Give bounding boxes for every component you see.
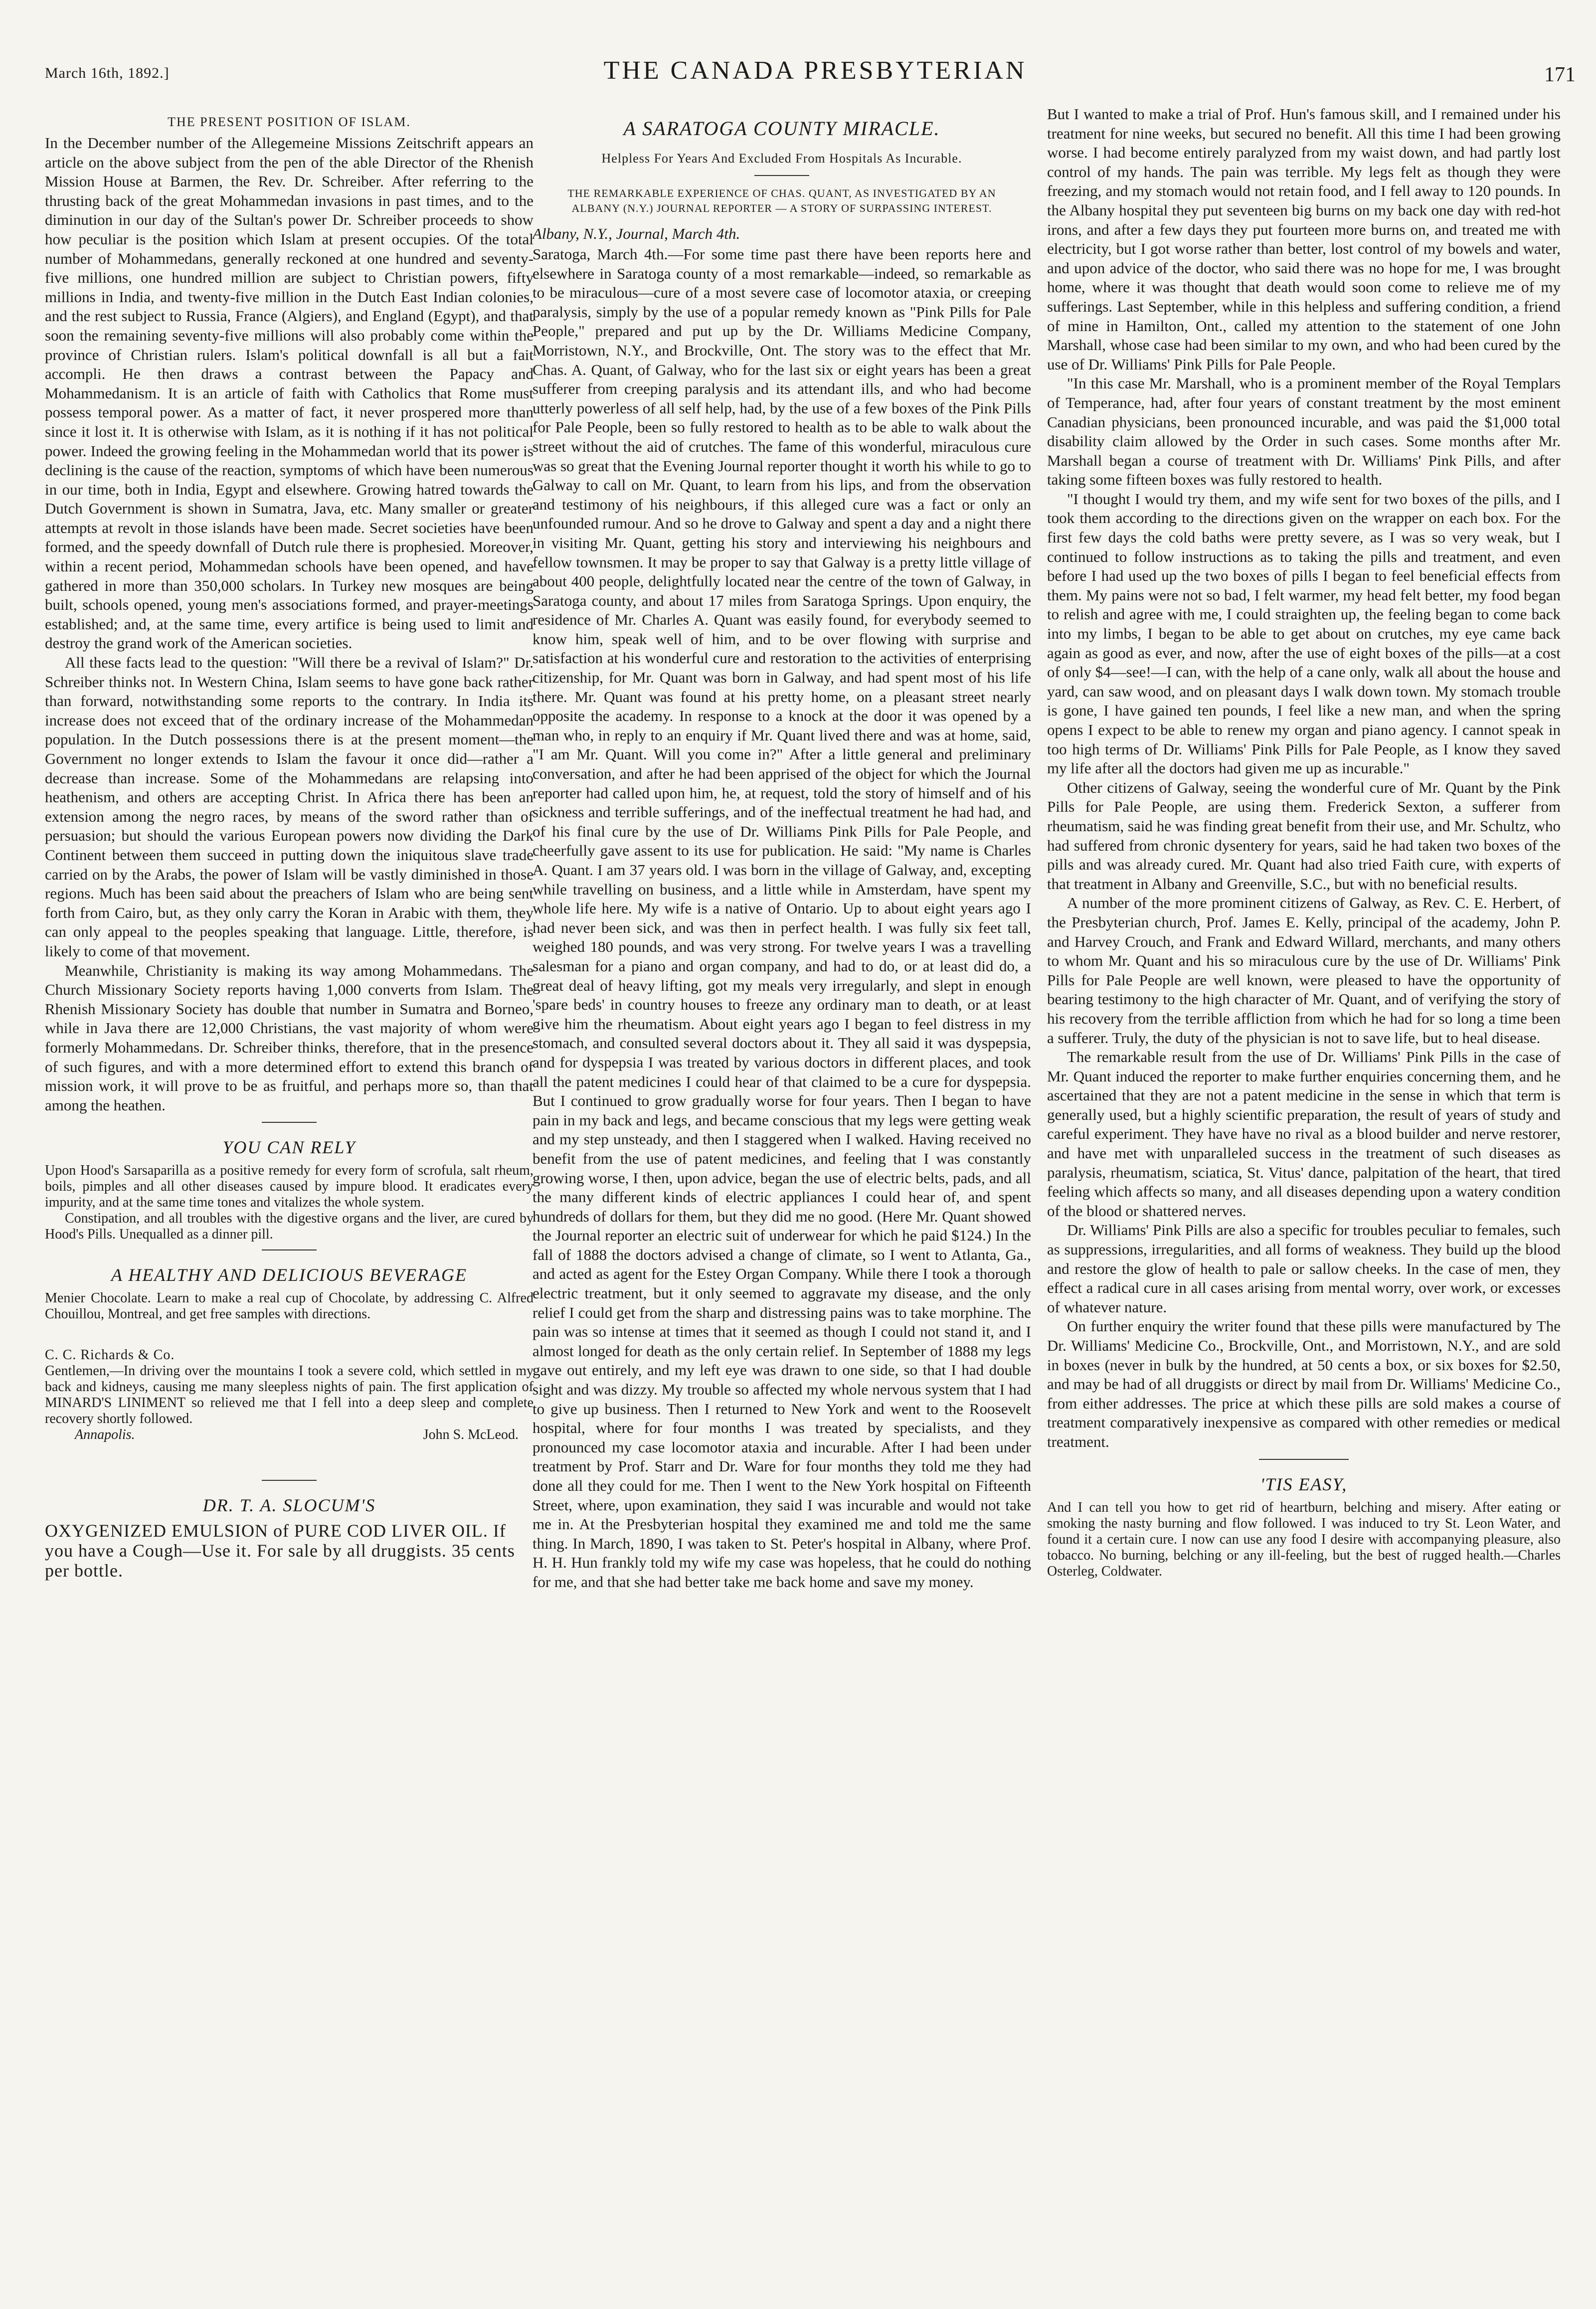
minard-paragraph: Gentlemen,—In driving over the mountains I took a severe cold, which settled in my back and kidneys, causing me many sleepless nights of pain. The first application of MINARD'S LINIMENT so relieved me that I fell into a deep sleep and complete recovery shortly followed.	[45, 1363, 533, 1427]
section-divider	[262, 1249, 317, 1250]
beverage-title: A HEALTHY AND DELICIOUS BEVERAGE	[111, 1265, 467, 1285]
islam-paragraph-3: Meanwhile, Christianity is making its way among Mohammedans. The Church Missionary Society reports having 1,000 converts from Islam. The Rhenish Missionary Society has double that number in Sumatra and Borneo, while in Java there are 12,000 Christians, the vast majority of whom were formerly Mohammedans. Dr. Schreiber thinks, therefore, that in the presence of such figures, and with a more determined effort to extend this branch of mission work, it will prove to be as fruitful, and perhaps more so, than that among the heathen.	[45, 961, 533, 1114]
slocum-text: OXYGENIZED EMULSION of PURE COD LIVER OIL. If you have a Cough—Use it. For sale by all druggists. 35 cents per bottle.	[45, 1521, 515, 1581]
minard-firm-name: C. C. Richards & Co.	[45, 1347, 175, 1363]
column-middle	[532, 105, 1031, 2289]
page-number: 171	[1544, 63, 1576, 86]
issue-date: March 16th, 1892.]	[45, 65, 170, 81]
slocum-advertisement	[45, 1495, 533, 1581]
beverage-paragraph: Menier Chocolate. Learn to make a real cup of Chocolate, by addressing C. Alfred Chouillou, Montreal, and get free samples with directions.	[45, 1290, 533, 1322]
slocum-title: DR. T. A. SLOCUM'S	[202, 1495, 376, 1516]
rely-paragraph-1: Upon Hood's Sarsaparilla as a positive remedy for every form of scrofula, salt rheum, boils, pimples and all other diseases caused by impure blood. It eradicates every impurity, and at the same time tones and vitalizes the whole system.	[45, 1163, 533, 1211]
easy-title: 'TIS EASY,	[1260, 1474, 1348, 1494]
miracle-continued-4: Other citizens of Galway, seeing the wonderful cure of Mr. Quant by the Pink Pills for Pale People, are using them. Frederick Sexton, a sufferer from rheumatism, said he was finding great benefit from their use, and Mr. Schultz, who had suffered from chronic dysentery for years, said he had taken two boxes of the pills and was already cured. Mr. Quant had also tried Faith cure, with experts of that treatment in Albany and Greenville, S.C., but with no beneficial results.	[1047, 778, 1561, 892]
column-left	[45, 105, 533, 2289]
page-header	[45, 56, 1586, 96]
minard-signer: John S. McLeod.	[423, 1427, 519, 1443]
minard-signature	[45, 1427, 533, 1443]
chocolate-advertisement	[45, 1264, 533, 1322]
miracle-continued-7: Dr. Williams' Pink Pills are also a specific for troubles peculiar to females, such as suppressions, irregularities, and all forms of weakness. They build up the blood and restore the glow of health to pale or sallow cheeks. In the case of men, they effect a radical cure in all cases arising from mental worry, over work, or excesses of whatever nature.	[1047, 1221, 1561, 1316]
miracle-article-title: A SARATOGA COUNTY MIRACLE.	[623, 117, 940, 140]
minard-place: Annapolis.	[75, 1427, 135, 1443]
rely-title: YOU CAN RELY	[222, 1137, 356, 1158]
miracle-continued-5: A number of the more prominent citizens of Galway, as Rev. C. E. Herbert, of the Presbyterian church, Prof. James E. Kelly, principal of the academy, John P. and Harvey Crouch, and Frank and Edward Willard, merchants, and many others to whom Mr. Quant and his so miraculous cure by the use of Dr. Williams' Pink Pills for Pale People are well known, were pleased to have the opportunity of bearing testimony to the high character of Mr. Quant, and of verifying the story of his recovery from the terrible affliction from which he had for so long a time been a sufferer. Truly, the duty of the physician is not to save life, but to heal disease.	[1047, 894, 1561, 1047]
hoods-advertisement	[45, 1137, 533, 1243]
minards-advertisement	[45, 1347, 533, 1443]
section-divider	[262, 1480, 317, 1481]
islam-article-title: THE PRESENT POSITION OF ISLAM.	[168, 115, 411, 129]
miracle-continued-8: On further enquiry the writer found that these pills were manufactured by The Dr. Williams' Medicine Co., Brockville, Ont., and Morristown, N.Y., and are sold in boxes (never in bulk by the hundred, at 50 cents a box, or six boxes for $2.50, and may be had of all druggists or direct by mail from Dr. Williams' Medicine Co., from either addresses. The price at which these pills are sold makes a course of treatment comparatively inexpensive as compared with other remedies or medical treatment.	[1047, 1317, 1561, 1450]
spacer	[45, 1443, 533, 1473]
miracle-dateline: Albany, N.Y., Journal, March 4th.	[532, 225, 740, 242]
masthead-title: THE CANADA PRESBYTERIAN	[603, 56, 1027, 85]
easy-paragraph: And I can tell you how to get rid of heartburn, belching and misery. After eating or smoking the nasty burning and flow followed. I was induced to try St. Leon Water, and found it a certain cure. I now can use any food I desire with accompanying pleasure, also tobacco. No burning, belching or any ill-feeling, but the best of rugged health.—Charles Osterleg, Coldwater.	[1047, 1499, 1561, 1579]
rely-paragraph-2: Constipation, and all troubles with the digestive organs and the liver, are cured by Hood's Pills. Unequalled as a dinner pill.	[45, 1211, 533, 1243]
miracle-subtitle: Helpless For Years And Excluded From Hospitals As Incurable.	[601, 151, 962, 166]
section-divider	[754, 175, 809, 176]
miracle-subheading: THE REMARKABLE EXPERIENCE OF CHAS. QUANT, AS INVESTIGATED BY AN ALBANY (N.Y.) JOURNAL REPORTER — A STORY OF SURPASSING INTEREST.	[567, 187, 996, 214]
column-right	[1047, 105, 1561, 2289]
miracle-continued-3: "I thought I would try them, and my wife sent for two boxes of the pills, and I took them according to the directions given on the wrapper on each box. For the first few days the cold baths were pretty severe, as I was so very weak, but I continued to follow instructions as to taking the pills and treatment, and even before I had used up the two boxes of pills I began to feel beneficial effects from them. My pains were not so bad, I felt warmer, my head felt better, my food began to relish and agree with me, I could straighten up, the feeling began to come back into my limbs, I began to be able to get about on crutches, my eye came back again as good as ever, and now, after the use of eight boxes of the pills—at a cost of only $4—see!—I can, with the help of a cane only, walk all about the house and yard, can saw wood, and on pleasant days I walk down town. My stomach trouble is gone, I have gained ten pounds, I feel like a new man, and when the spring opens I expect to be able to renew my organ and piano agency. I cannot speak in too high terms of Dr. Williams' Pink Pills for Pale People, as I know they saved my life after all the doctors had given me up as incurable."	[1047, 490, 1561, 777]
islam-paragraph-1: In the December number of the Allegemeine Missions Zeitschrift appears an article on the above subject from the pen of the able Director of the Rhenish Mission House at Barmen, the Rev. Dr. Schreiber. After referring to the thrusting back of the great Mohammedan invasions in past times, and to the diminution in our day of the Sultan's power Dr. Schreiber proceeds to show how peculiar is the position which Islam at present occupies. Of the total number of Mohammedans, generally reckoned at one hundred and seventy-five millions, one hundred million are subject to Christian powers, fifty millions in India, and twenty-five million in the Dutch East Indian colonies, and the rest subject to Russia, France (Algiers), and England (Egypt), and that soon the remaining seventy-five millions will also probably come within the province of Christian rulers. Islam's political downfall is all but a fait accompli. He then draws a contrast between the Papacy and Mohammedanism. It is an article of faith with Catholics that Rome must possess temporal power. As a matter of fact, it never prospered more than since it lost it. It is otherwise with Islam, as it is nothing if it has not political power. Indeed the growing feeling in the Mohammedan world that its power is declining is the cause of the reaction, symptoms of which have been numerous in our time, both in India, Egypt and elsewhere. Growing hatred towards the Dutch Government is shown in Sumatra, Java, etc. Many smaller or greater attempts at revolt in those islands have been made. Secret societies have been formed, and the speedy downfall of Dutch rule there is prophesied. Moreover, within a recent period, Mohammedan schools have been opened, and have gathered in more than 350,000 scholars. In Turkey new mosques are being built, schools opened, young men's associations formed, and prayer-meetings established; and, at the same time, every artifice is being used to limit and destroy the grand work of the American societies.	[45, 134, 533, 652]
islam-paragraph-2: All these facts lead to the question: "Will there be a revival of Islam?" Dr. Schreiber thinks not. In Western China, Islam seems to have gone back rather than forward, notwithstanding some reports to the contrary. In India its increase does not exceed that of the ordinary increase of the Mohammedan population. In the Dutch possessions there is at the present moment—the Government no longer extends to Islam the favour it once did—rather a decrease than increase. Some of the Mohammedans are relapsing into heathenism, and others are accepting Christ. In Africa there has been an extension among the negro races, by means of the sword rather than of persuasion; but should the various European powers now dividing the Dark Continent between them succeed in putting down the iniquitous slave trade carried on by the Arabs, the power of Islam will be vastly diminished in those regions. Much has been said about the preachers of Islam who are being sent forth from Cairo, but, as they only carry the Koran in Arabic with them, they can only appeal to the peoples speaking that language. Little, therefore, is likely to come of that movement.	[45, 654, 533, 960]
section-divider	[262, 1122, 317, 1123]
miracle-continued-6: The remarkable result from the use of Dr. Williams' Pink Pills in the case of Mr. Quant induced the reporter to make further enquiries concerning them, and he ascertained that they are not a patent medicine in the sense in which that term is generally used, but a highly scientific preparation, the result of years of study and careful experiment. They have have no rival as a blood builder and nerve restorer, and have met with unparalleled success in the treatment of such diseases as paralysis, rheumatism, sciatica, St. Vitus' dance, palpitation of the heart, that tired feeling which affects so many, and all diseases depending upon a watery condition of the blood or shattered nerves.	[1047, 1048, 1561, 1220]
st-leon-advertisement	[1047, 1474, 1561, 1580]
section-divider	[1259, 1459, 1349, 1460]
miracle-continued-2: "In this case Mr. Marshall, who is a prominent member of the Royal Templars of Temperance, had, after four years of constant treatment by the most eminent Canadian physicians, been pronounced incurable, and was paid the $1,000 total disability claim allowed by the Order in such cases. Some months after Mr. Marshall began a course of treatment with Dr. Williams' Pink Pills, and after taking some fifteen boxes was fully restored to health.	[1047, 374, 1561, 489]
miracle-paragraph-1: Saratoga, March 4th.—For some time past there have been reports here and elsewhere in Saratoga county of a most remarkable—indeed, so remarkable as to be miraculous—cure of a most severe case of locomotor ataxia, or creeping paralysis, simply by the use of a popular remedy known as "Pink Pills for Pale People," prepared and put up by the Dr. Williams Medicine Company, Morristown, N.Y., and Brockville, Ont. The story was to the effect that Mr. Chas. A. Quant, of Galway, who for the last six or eight years has been a great sufferer from creeping paralysis and its attendant ills, and who had become utterly powerless of all self help, had, by the use of a few boxes of the Pink Pills for Pale People, been so fully restored to health as to be able to walk about the street without the aid of crutches. The fame of this wonderful, miraculous cure was so great that the Evening Journal reporter thought it worth his while to go to Galway to call on Mr. Quant, to learn from his lips, and from the observation and testimony of his neighbours, if this alleged cure was a fact or only an unfounded rumour. And so he drove to Galway and spent a day and a night there in visiting Mr. Quant, getting his story and interviewing his neighbours and fellow townsmen. It may be proper to say that Galway is a pretty little village of about 400 people, delightfully located near the centre of the town of Galway, in Saratoga county, and about 17 miles from Saratoga Springs. Upon enquiry, the residence of Mr. Charles A. Quant was easily found, for everybody seemed to know him, speak well of him, and to be over flowing with surprise and satisfaction at his wonderful cure and restoration to the activities of enterprising citizenship, for Mr. Quant was born in Galway, and had spent most of his life there. Mr. Quant was found at his pretty home, on a pleasant street nearly opposite the academy. In response to a knock at the door it was opened by a man who, in reply to an enquiry if Mr. Quant lived there and was at home, said, "I am Mr. Quant. Will you come in?" After a little general and preliminary conversation, and after he had been apprised of the object for which the Journal reporter had called upon him, he, at request, told the story of himself and of his sickness and terrible sufferings, and of the ineffectual treatment he had had, and of his final cure by the use of Dr. Williams Pink Pills for Pale People, and cheerfully gave assent to its use for publication. He said: "My name is Charles A. Quant. I am 37 years old. I was born in the village of Galway, and, excepting while travelling on business, and a little while in Amsterdam, have spent my whole life here. My wife is a native of Ontario. Up to about eight years ago I had never been sick, and was then in perfect health. I was fully six feet tall, weighed 180 pounds, and was very strong. For twelve years I was a travelling salesman for a piano and organ company, and had to do, or at least did do, a great deal of heavy lifting, got my meals very irregularly, and slept in enough 'spare beds' in country houses to freeze any ordinary man to death, or at least give him the rheumatism. About eight years ago I began to feel distress in my stomach, and consulted several doctors about it. They all said it was dyspepsia, and for dyspepsia I was treated by various doctors in different places, and took all the patent medicines I could hear of that claimed to be a cure for dyspepsia. But I continued to grow gradually worse for four years. Then I began to have pain in my back and legs, and became conscious that my legs were getting weak and my step unsteady, and then I staggered when I walked. Having received no benefit from the use of patent medicines, and feeling that I was constantly growing worse, I then, upon advice, began the use of electric belts, pads, and all the many different kinds of electric appliances I could hear of, and spent hundreds of dollars for them, but they did me no good. (Here Mr. Quant showed the Journal reporter an electric suit of underwear for which he paid $124.) In the fall of 1888 the doctors advised a change of climate, so I went to Atlanta, Ga., and acted as agent for the Estey Organ Company. While there I took a thorough electric treatment, but it only seemed to aggravate my disease, and the only relief I could get from the sharp and distressing pains was to take morphine. The pain was so intense at times that it seemed as though I could not stand it, and I almost longed for death as the only certain relief. In September of 1888 my legs gave out entirely, and my left eye was drawn to one side, so that I had double sight and was dizzy. My trouble so affected my whole nervous system that I had to give up business. Then I returned to New York and went to the Roosevelt hospital, where for four months I was treated by specialists, and they pronounced my case locomotor ataxia and incurable. After I had been under treatment by Prof. Starr and Dr. Ware for four months they told me they had done all they could for me. Then I went to the New York hospital on Fifteenth Street, where, upon examination, they said I was incurable and would not take me in. At the Presbyterian hospital they examined me and told me the same thing. In March, 1890, I was taken to St. Peter's hospital in Albany, where Prof. H. H. Hun frankly told my wife my case was hopeless, that he could do nothing for me, and that she had better take me back home and save my money.	[532, 245, 1031, 1591]
miracle-continued-1: But I wanted to make a trial of Prof. Hun's famous skill, and I remained under his treatment for nine weeks, but secured no benefit. All this time I had been growing worse. I had become entirely paralyzed from my waist down, and had partly lost control of my hands. The pain was terrible. My legs felt as though they were freezing, and my stomach would not retain food, and I fell away to 120 pounds. In the Albany hospital they put seventeen big burns on my back one day with red-hot irons, and after a few days they put fourteen more burns on, and treated me with electricity, but I got worse rather than better, lost control of my bowels and water, and upon advice of the doctor, who said there was no hope for me, I was brought home, where it was thought that death would soon come to relieve me of my sufferings. Last September, while in this helpless and suffering condition, a friend of mine in Hamilton, Ont., called my attention to the statement of one John Marshall, whose case had been similar to my own, and who had been cured by the use of Dr. Williams' Pink Pills for Pale People.	[1047, 105, 1561, 373]
